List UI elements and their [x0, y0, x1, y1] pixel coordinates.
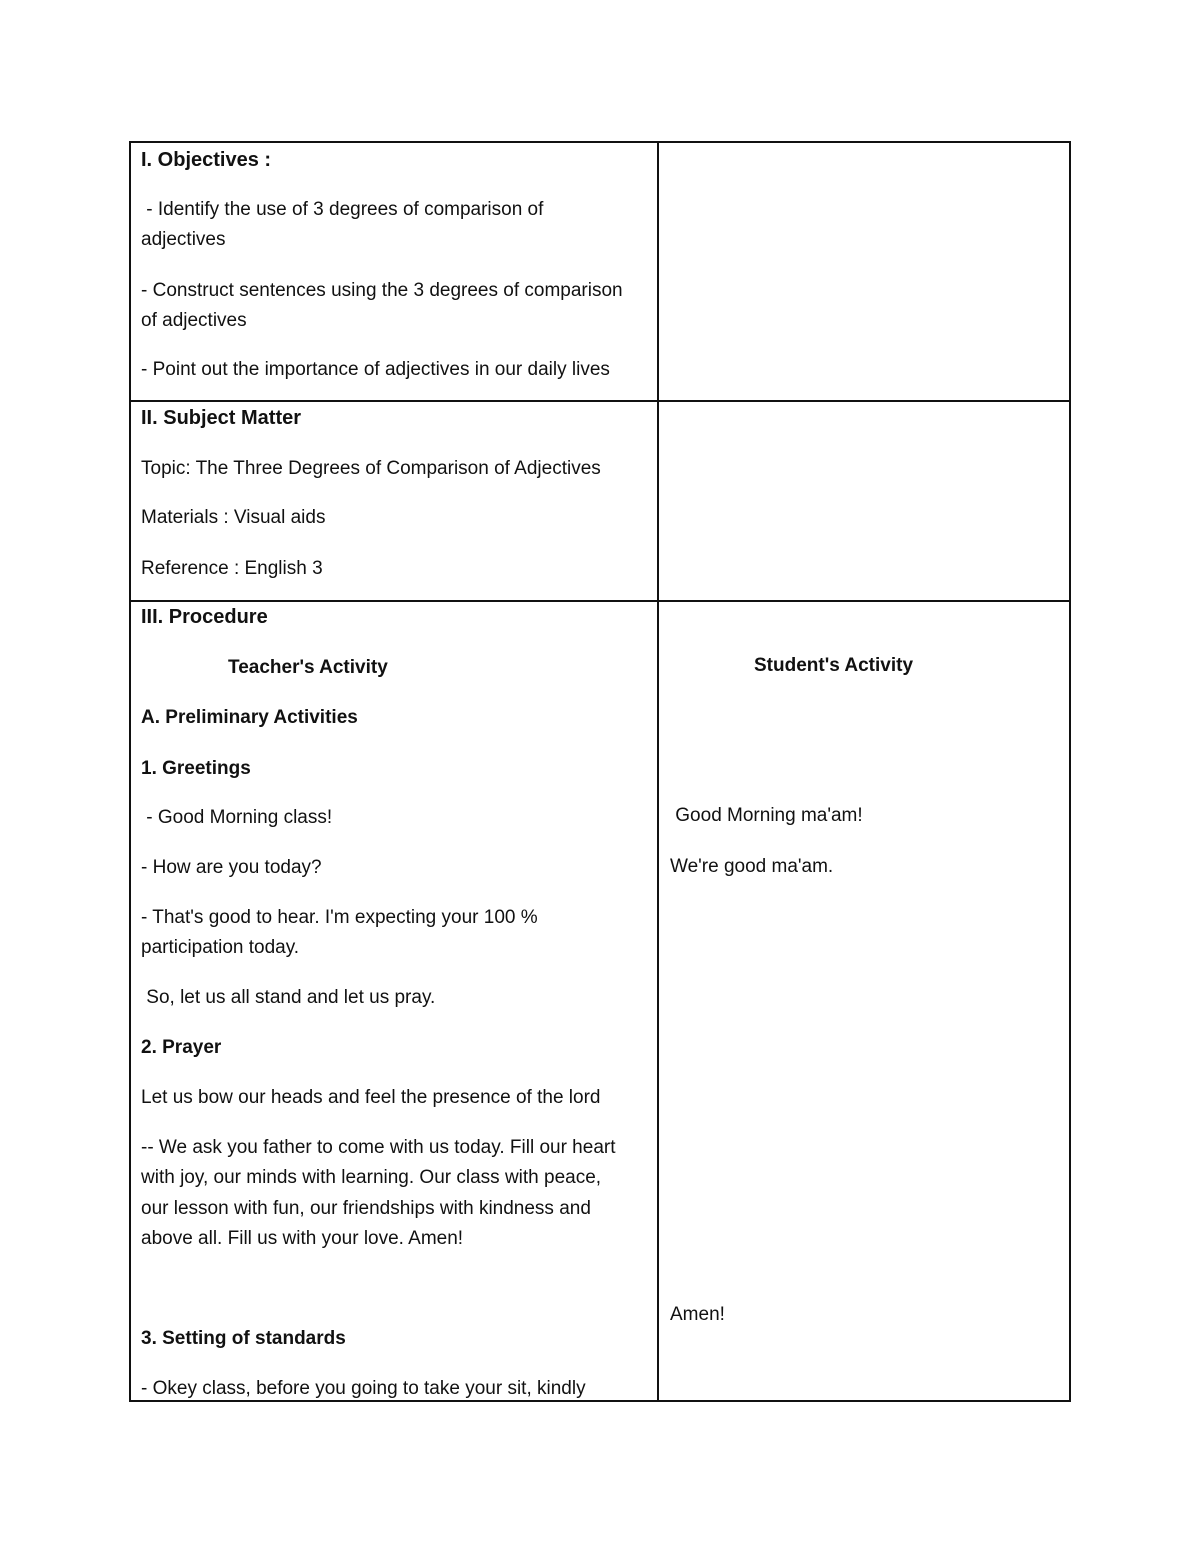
objectives-right-cell: [670, 143, 1060, 399]
student-activity-heading: Student's Activity: [754, 655, 914, 676]
student-line: Good Morning ma'am!: [670, 805, 863, 826]
teacher-activity-heading: Teacher's Activity: [228, 657, 388, 678]
reference-text: Reference : English 3: [141, 558, 323, 579]
student-activity-cell: [670, 602, 1060, 1400]
teacher-line: So, let us all stand and let us pray.: [141, 987, 436, 1008]
objectives-heading: I. Objectives :: [141, 149, 272, 171]
teacher-line: Let us bow our heads and feel the presence of the lord: [141, 1087, 601, 1108]
standards-heading: 3. Setting of standards: [141, 1328, 346, 1349]
subject-matter-right-cell: [670, 402, 1060, 599]
prayer-heading: 2. Prayer: [141, 1037, 222, 1058]
teacher-line: participation today.: [141, 937, 300, 958]
topic-text: Topic: The Three Degrees of Comparison of Adjectives: [141, 458, 601, 479]
subject-matter-cell: [141, 402, 646, 599]
procedure-heading: III. Procedure: [141, 606, 268, 628]
prayer-line: above all. Fill us with your love. Amen!: [141, 1228, 464, 1249]
teacher-line: - How are you today?: [141, 857, 322, 878]
teacher-line: - Good Morning class!: [141, 807, 333, 828]
student-line: Amen!: [670, 1304, 725, 1325]
teacher-line: - Okey class, before you going to take your sit, kindly: [141, 1378, 586, 1399]
subject-matter-heading: II. Subject Matter: [141, 407, 302, 429]
prayer-line: with joy, our minds with learning. Our class with peace,: [141, 1167, 602, 1188]
prayer-line: our lesson with fun, our friendships with kindness and: [141, 1198, 591, 1219]
objective-item: adjectives: [141, 229, 226, 250]
objective-item: - Point out the importance of adjectives in our daily lives: [141, 359, 610, 380]
greetings-heading: 1. Greetings: [141, 758, 251, 779]
preliminary-heading: A. Preliminary Activities: [141, 707, 358, 728]
materials-text: Materials : Visual aids: [141, 507, 326, 528]
student-line: We're good ma'am.: [670, 856, 834, 877]
teacher-activity-cell: [141, 602, 646, 1400]
objective-item: of adjectives: [141, 310, 247, 331]
teacher-line: - That's good to hear. I'm expecting your 100 %: [141, 907, 538, 928]
objectives-cell: [141, 143, 646, 399]
objective-item: - Construct sentences using the 3 degrees of comparison: [141, 280, 623, 301]
prayer-line: -- We ask you father to come with us today. Fill our heart: [141, 1137, 616, 1158]
column-divider: [657, 141, 659, 1402]
objective-item: - Identify the use of 3 degrees of comparison of: [141, 199, 544, 220]
